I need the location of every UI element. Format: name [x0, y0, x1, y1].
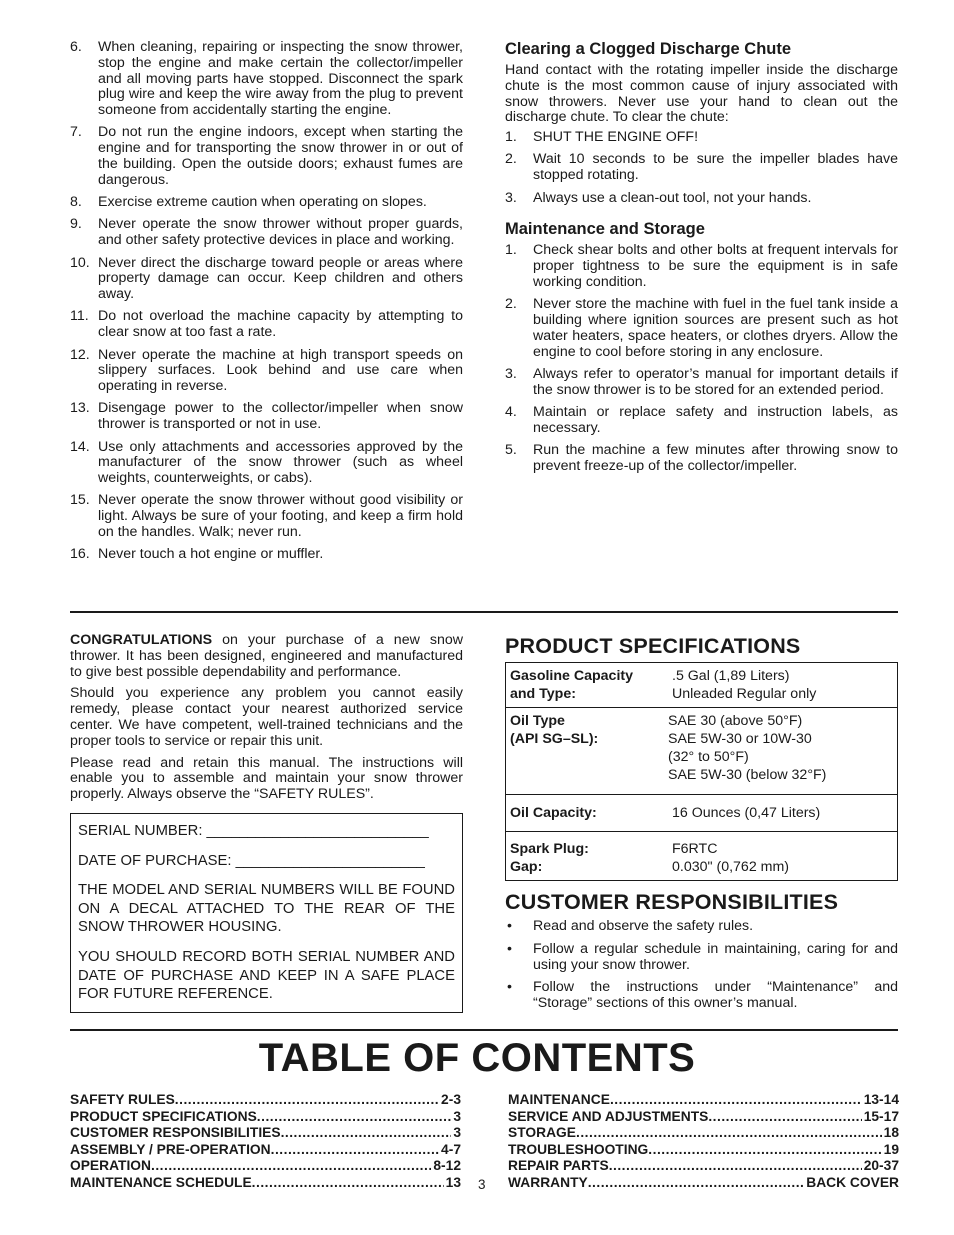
section-divider: [70, 1029, 898, 1031]
list-item: 14. Use only attachments and accessories approved by the manufacturer of the snow thrower (such as wheel weights, counterweights, or cabs).: [70, 438, 463, 487]
list-item: 4. Maintain or replace safety and instruction labels, as necessary.: [505, 404, 898, 436]
bullet-icon: •: [507, 979, 512, 996]
safety-rules-list: [70, 40, 463, 563]
list-item: 1. SHUT THE ENGINE OFF!: [505, 129, 699, 146]
list-item: • Follow a regular schedule in maintaining, caring for and using your snow thrower.: [507, 940, 898, 973]
page-number: 3: [478, 1177, 486, 1192]
list-item: 3. Always use a clean-out tool, not your hands.: [505, 189, 812, 206]
serial-record-box: [70, 813, 463, 1013]
list-item: 16. Never touch a hot engine or muffler.: [70, 546, 324, 563]
list-item: 3. Always refer to operator’s manual for important details if the snow thrower is to be stored for an extended period.: [505, 365, 898, 398]
maintenance-storage-steps: [505, 243, 898, 474]
bullet-icon: •: [507, 940, 512, 957]
toc-entry[interactable]: SERVICE AND ADJUSTMENTS ..... 15-17: [508, 1109, 899, 1126]
record-note: YOU SHOULD RECORD BOTH SERIAL NUMBER AND DATE OF PURCHASE AND KEEP IN A SAFE PLACE FOR FUTURE REFERENCE.: [78, 948, 455, 1003]
toc-entry[interactable]: SAFETY RULES ..... 2-3: [70, 1092, 461, 1109]
clogged-chute-intro: Hand contact with the rotating impeller inside the discharge chute is the most common cause of injury associated with snow throwers. Never use your hand to clean out the discharge chute. To clear the chute:: [505, 62, 898, 126]
date-of-purchase-line: DATE OF PURCHASE: _______________________: [78, 852, 425, 869]
list-item: 2. Never store the machine with fuel in the fuel tank inside a building where ignition sources are present such as hot water heaters, space heaters, or clothes dryers. Allow the engine to cool before storing in any enclosure.: [505, 296, 898, 360]
product-specifications-heading: PRODUCT SPECIFICATIONS: [505, 634, 801, 658]
toc-entry[interactable]: OPERATION ..... 8-12: [70, 1158, 461, 1175]
list-item: 1. Check shear bolts and other bolts at frequent intervals for proper tightness to be sure the equipment is in safe working condition.: [505, 242, 898, 290]
section-divider: [70, 611, 898, 613]
decal-note: THE MODEL AND SERIAL NUMBERS WILL BE FOUND ON A DECAL ATTACHED TO THE REAR OF THE SNOW THROWER HOUSING.: [78, 882, 455, 936]
toc-right-column: [508, 1092, 899, 1191]
toc-entry[interactable]: MAINTENANCE ..... 13-14: [508, 1092, 899, 1109]
customer-responsibilities-list: [505, 919, 898, 1012]
toc-entry[interactable]: MAINTENANCE SCHEDULE ..... 13: [70, 1175, 461, 1192]
clogged-chute-heading: Clearing a Clogged Discharge Chute: [505, 40, 792, 58]
specs-and-responsibilities: [505, 633, 898, 1019]
list-item: 10. Never direct the discharge toward people or areas where property damage can occur. Keep children and others away.: [70, 254, 463, 303]
list-item: 12. Never operate the machine at high transport speeds on slippery surfaces. Look behind and use care when operating in reverse.: [70, 346, 463, 395]
list-item: 8. Exercise extreme caution when operating on slopes.: [70, 194, 427, 211]
toc-entry[interactable]: PRODUCT SPECIFICATIONS ..... 3: [70, 1109, 461, 1126]
toc-entry[interactable]: REPAIR PARTS ..... 20-37: [508, 1158, 899, 1175]
table-row: Oil Type (API SG–SL): SAE 30 (above 50°F) SAE 5W-30 or 10W-30 (32° to 50°F) SAE 5W-30 (below 32°F): [506, 708, 898, 795]
serial-number-line: SERIAL NUMBER: ___________________________: [78, 822, 429, 839]
maintenance-storage-heading: Maintenance and Storage: [505, 220, 705, 239]
list-item: 6. When cleaning, repairing or inspecting the snow thrower, stop the engine and make certain the collector/impeller and all moving parts have stopped. Disconnect the spark plug wire and keep the wire away from the plug to prevent someone from accidentally starting the engine.: [70, 39, 463, 119]
safety-rules-column: [70, 40, 463, 570]
toc-entry[interactable]: CUSTOMER RESPONSIBILITIES ..... 3: [70, 1125, 461, 1142]
product-specifications-table: [505, 662, 898, 881]
list-item: 13. Disengage power to the collector/impeller when snow thrower is transported or not in use.: [70, 400, 463, 433]
toc-entry[interactable]: STORAGE ..... 18: [508, 1125, 899, 1142]
bullet-icon: •: [507, 918, 512, 934]
toc-entry[interactable]: TROUBLESHOOTING ..... 19: [508, 1142, 899, 1159]
list-item: 9. Never operate the snow thrower without proper guards, and other safety protective devices in place and working.: [70, 216, 463, 249]
clogged-chute-steps: [505, 130, 898, 206]
congratulations-section: [70, 633, 463, 1013]
toc-left-column: [70, 1092, 461, 1191]
table-row: Gasoline Capacity and Type: .5 Gal (1,89 Liters) Unleaded Regular only: [506, 663, 898, 708]
manual-paragraph: Please read and retain this manual. The instructions will enable you to assemble and maintain your snow thrower properly. Always observe the “SAFETY RULES”.: [70, 754, 463, 803]
list-item: • Read and observe the safety rules.: [507, 918, 754, 934]
toc-entry[interactable]: WARRANTY ..... BACK COVER: [508, 1175, 899, 1192]
table-row: Spark Plug: Gap: F6RTC 0.030" (0,762 mm): [506, 832, 898, 881]
list-item: • Follow the instructions under “Maintenance” and “Storage” sections of this owner’s manual.: [507, 979, 898, 1012]
list-item: 11. Do not overload the machine capacity by attempting to clear snow at too fast a rate.: [70, 308, 463, 341]
toc-entry[interactable]: ASSEMBLY / PRE-OPERATION ..... 4-7: [70, 1142, 461, 1159]
list-item: 2. Wait 10 seconds to be sure the impeller blades have stopped rotating.: [505, 151, 898, 184]
service-paragraph: Should you experience any problem you cannot easily remedy, please contact your nearest authorized service center. We have competent, well-trained technicians and the proper tools to service or repair this unit.: [70, 685, 463, 749]
table-row: Oil Capacity: 16 Ounces (0,47 Liters): [506, 795, 898, 832]
customer-responsibilities-heading: CUSTOMER RESPONSIBILITIES: [505, 890, 839, 914]
table-of-contents-title: TABLE OF CONTENTS: [258, 1036, 696, 1080]
chute-and-maintenance-column: [505, 40, 898, 481]
list-item: 5. Run the machine a few minutes after throwing snow to prevent freeze-up of the collector/impeller.: [505, 442, 898, 474]
list-item: 15. Never operate the snow thrower without good visibility or light. Always be sure of your footing, and keep a firm hold on the handles. Walk; never run.: [70, 492, 463, 541]
list-item: 7. Do not run the engine indoors, except when starting the engine and for transporting the snow thrower in or out of the building. Open the outside doors; exhaust fumes are dangerous.: [70, 124, 463, 188]
congratulations-paragraph: CONGRATULATIONS on your purchase of a new snow thrower. It has been designed, engineered and manufactured to give best possible dependability and performance.: [70, 632, 463, 680]
